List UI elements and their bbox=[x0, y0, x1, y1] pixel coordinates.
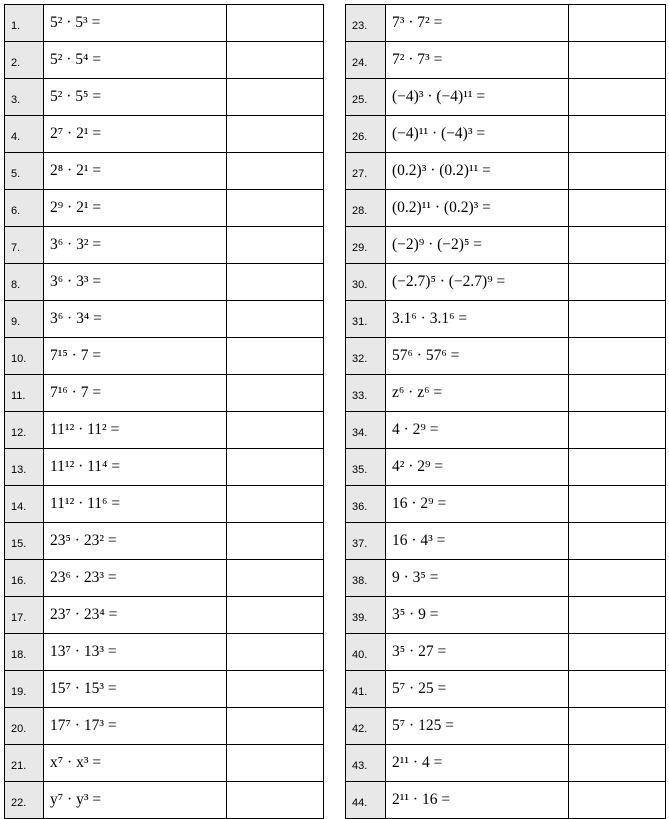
exercise-number: 18. bbox=[5, 634, 44, 671]
exercise-row bbox=[5, 412, 324, 449]
exercise-expression: 15⁷ · 15³ = bbox=[44, 671, 227, 708]
exercise-number: 38. bbox=[346, 560, 386, 597]
exercise-row bbox=[346, 597, 666, 634]
exercise-number: 44. bbox=[346, 782, 386, 819]
exercise-row bbox=[5, 190, 324, 227]
answer-cell[interactable] bbox=[569, 338, 666, 375]
exercise-number: 41. bbox=[346, 671, 386, 708]
exercise-expression: y⁷ · y³ = bbox=[44, 782, 227, 819]
exercise-row bbox=[5, 79, 324, 116]
exercise-row bbox=[346, 79, 666, 116]
exercise-row bbox=[346, 523, 666, 560]
answer-cell[interactable] bbox=[569, 745, 666, 782]
answer-cell[interactable] bbox=[227, 708, 324, 745]
exercise-number: 4. bbox=[5, 116, 44, 153]
exercise-number: 20. bbox=[5, 708, 44, 745]
exercise-row bbox=[346, 671, 666, 708]
exercise-number: 21. bbox=[5, 745, 44, 782]
exercise-number: 12. bbox=[5, 412, 44, 449]
exercise-expression: 2⁸ · 2¹ = bbox=[44, 153, 227, 190]
answer-cell[interactable] bbox=[569, 782, 666, 819]
answer-cell[interactable] bbox=[569, 190, 666, 227]
exercise-expression: (−4)³ · (−4)¹¹ = bbox=[386, 79, 569, 116]
exercise-number: 14. bbox=[5, 486, 44, 523]
answer-cell[interactable] bbox=[227, 79, 324, 116]
exercise-expression: 16 · 2⁹ = bbox=[386, 486, 569, 523]
exercise-number: 25. bbox=[346, 79, 386, 116]
exercise-expression: 4 · 2⁹ = bbox=[386, 412, 569, 449]
answer-cell[interactable] bbox=[569, 597, 666, 634]
answer-cell[interactable] bbox=[227, 634, 324, 671]
exercise-number: 42. bbox=[346, 708, 386, 745]
exercise-row bbox=[5, 671, 324, 708]
exercise-row bbox=[5, 153, 324, 190]
exercise-number: 28. bbox=[346, 190, 386, 227]
exercise-row bbox=[346, 153, 666, 190]
exercise-row bbox=[5, 523, 324, 560]
exercise-row bbox=[5, 5, 324, 42]
exercise-table-right bbox=[345, 4, 666, 819]
exercise-row bbox=[346, 708, 666, 745]
exercise-row bbox=[346, 5, 666, 42]
exercise-number: 8. bbox=[5, 264, 44, 301]
exercise-expression: 5² · 5⁴ = bbox=[44, 42, 227, 79]
exercise-row bbox=[5, 338, 324, 375]
answer-cell[interactable] bbox=[227, 375, 324, 412]
exercise-expression: 7¹⁶ · 7 = bbox=[44, 375, 227, 412]
answer-cell[interactable] bbox=[569, 153, 666, 190]
exercise-number: 31. bbox=[346, 301, 386, 338]
exercise-row bbox=[346, 449, 666, 486]
answer-cell[interactable] bbox=[569, 671, 666, 708]
exercise-expression: (−4)¹¹ · (−4)³ = bbox=[386, 116, 569, 153]
answer-cell[interactable] bbox=[227, 338, 324, 375]
exercise-row bbox=[346, 264, 666, 301]
exercise-row bbox=[5, 597, 324, 634]
answer-cell[interactable] bbox=[569, 116, 666, 153]
exercise-expression: 3.1⁶ · 3.1⁶ = bbox=[386, 301, 569, 338]
exercise-expression: 57⁶ · 57⁶ = bbox=[386, 338, 569, 375]
exercise-row bbox=[5, 782, 324, 819]
exercise-expression: 4² · 2⁹ = bbox=[386, 449, 569, 486]
exercise-expression: 3⁶ · 3⁴ = bbox=[44, 301, 227, 338]
answer-cell[interactable] bbox=[227, 116, 324, 153]
answer-cell[interactable] bbox=[227, 523, 324, 560]
exercise-number: 36. bbox=[346, 486, 386, 523]
exercise-number: 11. bbox=[5, 375, 44, 412]
exercise-table-left bbox=[4, 4, 324, 819]
exercise-number: 7. bbox=[5, 227, 44, 264]
exercise-expression: x⁷ · x³ = bbox=[44, 745, 227, 782]
exercise-row bbox=[346, 560, 666, 597]
exercise-row bbox=[346, 301, 666, 338]
answer-cell[interactable] bbox=[569, 708, 666, 745]
exercise-number: 35. bbox=[346, 449, 386, 486]
exercise-number: 5. bbox=[5, 153, 44, 190]
exercise-expression: 11¹² · 11⁶ = bbox=[44, 486, 227, 523]
exercise-number: 10. bbox=[5, 338, 44, 375]
exercise-expression: 16 · 4³ = bbox=[386, 523, 569, 560]
exercise-expression: (−2.7)⁵ · (−2.7)⁹ = bbox=[386, 264, 569, 301]
exercise-expression: 2⁹ · 2¹ = bbox=[44, 190, 227, 227]
exercise-expression: 7² · 7³ = bbox=[386, 42, 569, 79]
exercise-row bbox=[5, 375, 324, 412]
answer-cell[interactable] bbox=[569, 523, 666, 560]
exercise-expression: 17⁷ · 17³ = bbox=[44, 708, 227, 745]
exercise-number: 19. bbox=[5, 671, 44, 708]
exercise-row bbox=[346, 412, 666, 449]
exercise-number: 23. bbox=[346, 5, 386, 42]
exercise-row bbox=[346, 486, 666, 523]
exercise-row bbox=[346, 338, 666, 375]
exercise-number: 3. bbox=[5, 79, 44, 116]
answer-cell[interactable] bbox=[227, 227, 324, 264]
exercise-row bbox=[5, 486, 324, 523]
exercise-number: 26. bbox=[346, 116, 386, 153]
answer-cell[interactable] bbox=[569, 375, 666, 412]
exercise-number: 29. bbox=[346, 227, 386, 264]
exercise-expression: 9 · 3⁵ = bbox=[386, 560, 569, 597]
answer-cell[interactable] bbox=[569, 264, 666, 301]
exercise-row bbox=[5, 560, 324, 597]
exercise-row bbox=[5, 42, 324, 79]
answer-cell[interactable] bbox=[569, 42, 666, 79]
exercise-number: 39. bbox=[346, 597, 386, 634]
exercise-expression: 3⁶ · 3³ = bbox=[44, 264, 227, 301]
exercise-row bbox=[346, 634, 666, 671]
exercise-expression: 5² · 5³ = bbox=[44, 5, 227, 42]
exercise-expression: 11¹² · 11² = bbox=[44, 412, 227, 449]
answer-cell[interactable] bbox=[569, 560, 666, 597]
exercise-number: 9. bbox=[5, 301, 44, 338]
exercise-row bbox=[346, 116, 666, 153]
answer-cell[interactable] bbox=[569, 412, 666, 449]
answer-cell[interactable] bbox=[227, 412, 324, 449]
answer-cell[interactable] bbox=[569, 449, 666, 486]
answer-cell[interactable] bbox=[227, 190, 324, 227]
exercise-number: 15. bbox=[5, 523, 44, 560]
exercise-number: 24. bbox=[346, 42, 386, 79]
answer-cell[interactable] bbox=[227, 671, 324, 708]
exercise-expression: z⁶ · z⁶ = bbox=[386, 375, 569, 412]
exercise-expression: 23⁵ · 23² = bbox=[44, 523, 227, 560]
exercise-number: 32. bbox=[346, 338, 386, 375]
exercise-expression: 7¹⁵ · 7 = bbox=[44, 338, 227, 375]
exercise-expression: 3⁶ · 3² = bbox=[44, 227, 227, 264]
answer-cell[interactable] bbox=[569, 634, 666, 671]
answer-cell[interactable] bbox=[227, 597, 324, 634]
exercise-row bbox=[5, 634, 324, 671]
exercise-row bbox=[346, 375, 666, 412]
exercise-number: 13. bbox=[5, 449, 44, 486]
exercise-expression: 5⁷ · 125 = bbox=[386, 708, 569, 745]
exercise-number: 2. bbox=[5, 42, 44, 79]
exercise-row bbox=[5, 745, 324, 782]
exercise-row bbox=[5, 227, 324, 264]
exercise-number: 1. bbox=[5, 5, 44, 42]
answer-cell[interactable] bbox=[569, 5, 666, 42]
exercise-row bbox=[5, 708, 324, 745]
answer-cell[interactable] bbox=[227, 301, 324, 338]
exercise-row bbox=[346, 190, 666, 227]
exercise-expression: (0.2)¹¹ · (0.2)³ = bbox=[386, 190, 569, 227]
exercise-expression: 2¹¹ · 16 = bbox=[386, 782, 569, 819]
exercise-row bbox=[5, 301, 324, 338]
exercise-row bbox=[346, 42, 666, 79]
answer-cell[interactable] bbox=[227, 264, 324, 301]
exercise-row bbox=[5, 449, 324, 486]
exercise-number: 27. bbox=[346, 153, 386, 190]
answer-cell[interactable] bbox=[569, 227, 666, 264]
exercise-row bbox=[346, 227, 666, 264]
exercise-expression: 23⁷ · 23⁴ = bbox=[44, 597, 227, 634]
exercise-expression: 5² · 5⁵ = bbox=[44, 79, 227, 116]
exercise-expression: (0.2)³ · (0.2)¹¹ = bbox=[386, 153, 569, 190]
answer-cell[interactable] bbox=[227, 449, 324, 486]
exercise-expression: (−2)⁹ · (−2)⁵ = bbox=[386, 227, 569, 264]
answer-cell[interactable] bbox=[569, 486, 666, 523]
answer-cell[interactable] bbox=[227, 153, 324, 190]
exercise-number: 40. bbox=[346, 634, 386, 671]
exercise-expression: 2⁷ · 2¹ = bbox=[44, 116, 227, 153]
exercise-number: 16. bbox=[5, 560, 44, 597]
exercise-number: 22. bbox=[5, 782, 44, 819]
answer-cell[interactable] bbox=[227, 486, 324, 523]
exercise-expression: 11¹² · 11⁴ = bbox=[44, 449, 227, 486]
exercise-expression: 3⁵ · 27 = bbox=[386, 634, 569, 671]
exercise-number: 37. bbox=[346, 523, 386, 560]
answer-cell[interactable] bbox=[227, 5, 324, 42]
answer-cell[interactable] bbox=[227, 745, 324, 782]
exercise-number: 34. bbox=[346, 412, 386, 449]
answer-cell[interactable] bbox=[569, 79, 666, 116]
exercise-number: 43. bbox=[346, 745, 386, 782]
exercise-expression: 2¹¹ · 4 = bbox=[386, 745, 569, 782]
exercise-row bbox=[5, 264, 324, 301]
exercise-number: 6. bbox=[5, 190, 44, 227]
exercise-expression: 3⁵ · 9 = bbox=[386, 597, 569, 634]
exercise-expression: 23⁶ · 23³ = bbox=[44, 560, 227, 597]
exercise-row bbox=[5, 116, 324, 153]
answer-cell[interactable] bbox=[227, 782, 324, 819]
exercise-row bbox=[346, 782, 666, 819]
exercise-expression: 7³ · 7² = bbox=[386, 5, 569, 42]
answer-cell[interactable] bbox=[227, 42, 324, 79]
exercise-number: 30. bbox=[346, 264, 386, 301]
exercise-expression: 5⁷ · 25 = bbox=[386, 671, 569, 708]
answer-cell[interactable] bbox=[569, 301, 666, 338]
exercise-expression: 13⁷ · 13³ = bbox=[44, 634, 227, 671]
exercise-number: 17. bbox=[5, 597, 44, 634]
answer-cell[interactable] bbox=[227, 560, 324, 597]
exercise-number: 33. bbox=[346, 375, 386, 412]
exercise-row bbox=[346, 745, 666, 782]
